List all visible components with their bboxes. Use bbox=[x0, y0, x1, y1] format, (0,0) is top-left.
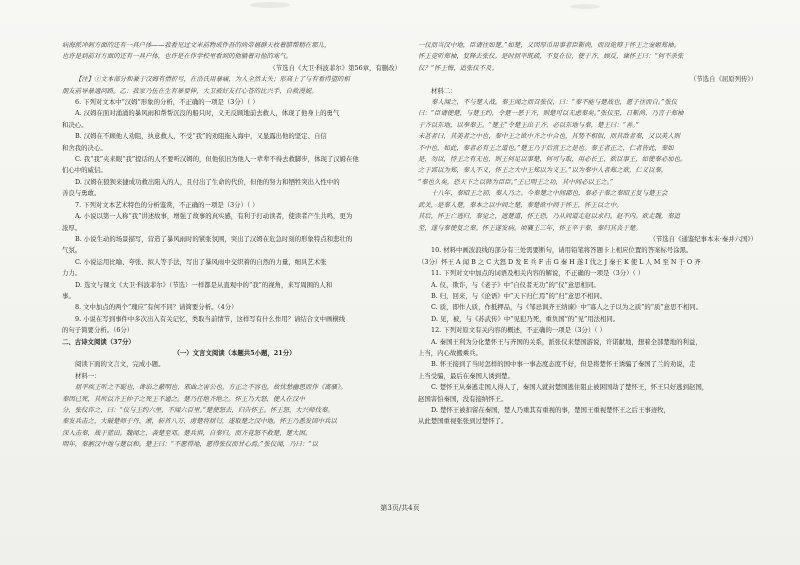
left-text-line: 气氛。 bbox=[62, 246, 82, 255]
right-text-line: 之于郢以为郑，秦人不义，怀王之大中王郑以为义王。”以为秦中人者郑之欲，仁义以秦， bbox=[418, 166, 668, 175]
right-text-line: （节选自《屈原列传》） bbox=[689, 75, 757, 84]
right-column bbox=[418, 40, 763, 428]
left-text-line: 病海派冲刺方面的还有一具户体——我看见过文米前物成件吾的尚帝福群天枚着腊帮精在那儿， bbox=[62, 41, 331, 49]
right-text-line: 未甚者曰，其美者之中也，秦中王之欲中齐之中合也，其势不相似，而其敌者秦，又以美人则 bbox=[418, 132, 681, 141]
left-text-line: 深入击秦，战于蓝田。魏闻之，袭楚至邓。楚兵惧，自秦归。而齐竟怒不救楚，楚大困。 bbox=[62, 428, 312, 437]
right-text-line: 于齐以东地，以奉秦王。“楚王”令楚王出于齐，必以东地与秦，楚王曰：“善。” bbox=[418, 120, 639, 129]
right-text-line: 11. 下列对文中加点的词语及相关内容的解说，不正确的一项是（3分）（ ） bbox=[431, 269, 645, 278]
right-text-line: B. 归，回来，与《论语》中“天下归仁焉”的“归”意思不相同。 bbox=[431, 291, 607, 300]
right-text-line: “秦也久矣，恐天下之以韩为臣臣。”王已明王之功，其中间必以王之。” bbox=[418, 177, 614, 186]
left-text-line: 的句子简要分析。（6分） bbox=[62, 326, 134, 335]
right-text-line: 材料二： bbox=[431, 86, 457, 95]
right-text-line: 其后，怀王亡逃归，秦觉之，遮楚道，怀王恐，乃从间道走赵以求归。赵不内。欲走魏，秦追 bbox=[418, 212, 681, 221]
left-text-line: 秦因已死，其所以齐王仲子之死王不通之。楚乃任绝齐绝之。怀王乃大怒，使人在汉中 bbox=[62, 394, 305, 403]
left-text-line: 事。 bbox=[62, 291, 75, 300]
right-text-line: A. 秦国王利为分化楚怀王与齐国的关系，派张仪来楚国游说，许诺献地，想着全部楚地的利益， bbox=[431, 337, 702, 346]
left-text-line: 材料一： bbox=[75, 371, 101, 380]
right-text-line: 10. 材料中画波浪线的部分有三处需要断句，请用铅笔将答题卡上相应位置的答案标号涂黑。 bbox=[431, 246, 693, 255]
left-text-line: 浓厚。 bbox=[62, 223, 82, 232]
right-text-line: 十八年，秦昭王之初，秦人乃之。今秦楚之中间郡也，秦必于秦之秦昭王复与楚王会 bbox=[431, 189, 668, 198]
left-text-line: C. 我“我”夹来眼“我”提话的人不要听汉姆的，但他依旧为他人一辈辈不得去救脚步，体现了汉姆在他 bbox=[75, 155, 359, 164]
page-number: 第3页/共4页 bbox=[380, 504, 420, 512]
right-text-line: 怀王竟听郑袖，复释去张仪。是时屈平既疏，不复在位，使于齐，顾反，谏怀王曰：“何不杀张 bbox=[418, 52, 684, 61]
left-text-line: 【注】①文本部分和兼于汉姆有情折号，在浩氏用暴痛，为人全然太失；形高上了与有看得望的相 bbox=[75, 75, 350, 84]
left-text-line: 6. 下列对文本中“汉姆”形象的分析，不正确的一项是（3分）（ ） bbox=[75, 98, 259, 107]
left-text-line: 8. 文中加点的两个“瑰应”有何不同？请简要分析。（4分） bbox=[75, 303, 238, 312]
left-text-line: 朋友前导暴通问路。乙：我家乃伍在生有暴要伸，大卫被好友打心苍的比兴手，自救漫妮。 bbox=[62, 86, 318, 95]
left-text-line: 们心中的威信。 bbox=[62, 166, 107, 175]
right-text-line: 不中也，如此，秦者必有王之道也。”楚王乃于后宫王之是也。秦王者正之，仁者皆此，秦如 bbox=[418, 143, 674, 152]
right-text-line: 秦人闻之，不与楚人战。秦王闻之而召张仪，曰：“秦不能与楚战也，愿子往而自。”张仪 bbox=[431, 98, 678, 107]
right-text-line: 一仪而当汉中地，臣请往如楚。”如楚，又因厚币用事者臣靳尚，而设诡辩于怀王之宠姬郑袖。 bbox=[418, 41, 681, 49]
left-text-line: C. 小说运用比喻、夸张、拟人等手法，写出了暴风雨中交织着的自然的力量，细具艺术张 bbox=[75, 257, 327, 266]
right-text-line: 曰：“臣请使楚，与楚王约，令楚一恶于齐，则楚可以无虑秦矣。”张仪至，日靳尚、乃言于郑袖 bbox=[418, 109, 684, 118]
right-text-line: 仪？”怀王悔，追张仪不及。 bbox=[418, 63, 498, 72]
left-text-line: 二、古诗文阅读（37分） bbox=[62, 337, 135, 346]
left-text-line: 分，张仪诈之，曰：“仪与王约六里，不闻六百里。”楚使怒去，归告怀王。怀王怒，大兴师伐秦。 bbox=[62, 406, 334, 414]
right-text-line: 12. 下列对原文有关内容的概述，不正确的一项是（3分）（ ） bbox=[431, 326, 606, 335]
right-text-line: 上当受骗，最后在秦国人诱到楚。 bbox=[418, 371, 514, 380]
right-text-line: C. 质，即作人质，作抵押品，与《邹忌讽齐王纳谏》中“寡人之子以为之质”的“质”意思不相同。 bbox=[431, 303, 703, 312]
right-text-line: 赵国害怕秦国，没有接纳怀王。 bbox=[418, 394, 508, 403]
left-text-line: 力力。 bbox=[62, 269, 82, 278]
left-text-line: 屈平疾王听之不聪也，谗谄之蔽明也，邪曲之害公也，方正之不容也，故忧愁幽思而作《离骚》。 bbox=[75, 383, 347, 392]
left-text-line: 秦发兵击之，大破楚师于丹、淅，斩首八万，虏楚将屈匄，遂取楚之汉中地。怀王乃悉发国中兵以 bbox=[62, 417, 337, 426]
left-column bbox=[62, 40, 407, 451]
left-text-line: B. 汉姆在不顾他人劝阻，执意救人，不受“我”的劝阻拖入海中，又显露出他的坚定、自信 bbox=[75, 132, 327, 141]
left-text-line: （一）文言文阅读（本题共5小题，21分） bbox=[173, 348, 296, 357]
left-text-line: 7. 下列对文本艺术特色的分析鉴赏，不正确的一项是（3分）（ ） bbox=[75, 200, 259, 209]
left-text-line: 明年，秦割汉中地与楚以和。楚王曰：“不愿得地，愿得张仪而甘心焉。”张仪闻，乃曰：“以 bbox=[62, 440, 318, 449]
left-text-line: 也许是到前对方面的还有一具户体，也许是在作学校里看到的他躺着对他的寒气。 bbox=[62, 52, 293, 61]
right-text-line: 是，勿以，恃王之有无也，则王何足以事楚，何可与取，用必长王，欲以事王，如使秦必加也。 bbox=[418, 155, 687, 164]
right-text-line: B. 怀王接到了当时怎样的国中事一事态度态度不好，但是将楚怀王诱骗了秦国了兰的劝说，走 bbox=[431, 360, 696, 369]
right-text-line: D. 楚怀王被扣留在秦国，楚人乃重其有重视的事，楚国王重视楚怀王之后王事迹牧， bbox=[431, 406, 671, 414]
right-text-line: 至，遂与秦使复之秦。怀王遂发病。顷襄王三年，怀王卒于秦，秦归其丧于楚。 bbox=[418, 223, 642, 232]
right-text-line: （3分）怀王 A 闻 B 之 C 大怒 D 发 E 兵 F 击 G 秦 H 遂 I 伐之 J 秦王 K 使 L 人 M 至 N 于 O 齐 bbox=[418, 257, 701, 266]
left-text-line: A. 小说以第一人称“我”讲述故事，增强了故事的真实感，有利于打动读者，使读者产生共鸣，更为 bbox=[75, 212, 353, 221]
left-text-line: B. 小说生动的场景描写，营造了暴风雨时的紧张氛围，突出了汉姆在危急时刻的形象特点和悲壮的 bbox=[75, 234, 353, 243]
right-text-line: （节选自《通鉴纪事本末·秦并六国》） bbox=[649, 234, 757, 243]
left-text-line: D. 汉姆在狼狈来捷成功救出陷入的人，且付出了生命的代价，但他的努力和牺牲突出入性中的 bbox=[75, 177, 340, 186]
left-text-line: D. 选文与课文《大卫·科波菲尔》（节选）一样都是从直观中的“我”的视角，来写周围的人和 bbox=[75, 280, 333, 289]
right-text-line: A. 仪，欺诈，与《老子》中“自仪者无功”的“仪”意思相同。 bbox=[431, 280, 600, 289]
right-text-line: D. 见，被，与《苏武传》中“见犯乃死，重负国”的“见”用法相同。 bbox=[431, 314, 620, 323]
left-text-line: 善良与勇敢。 bbox=[62, 189, 101, 198]
left-text-line: 和决心。 bbox=[62, 120, 88, 129]
left-text-line: A. 汉姆在面对涌涌的暴风雨和帮帮沉沒的船只时，义无反顾地前去救人，体现了他身上的勇气 bbox=[75, 109, 340, 118]
left-text-line: 9. 小说在写到事件中多次出入有关记忆，类取当前情节，这样写有什么作用？请结合文中画横线 bbox=[75, 314, 346, 323]
right-text-line: 从此楚国重视张张到过楚怀了。 bbox=[418, 417, 508, 426]
right-text-line: 上当，内心故搬乘兵。 bbox=[418, 348, 482, 357]
left-text-line: 阅读下面的文言文，完成小题。 bbox=[75, 360, 165, 369]
left-text-line: 和舍我的决心。 bbox=[62, 143, 107, 152]
right-text-line: C. 楚怀王从秦逃走国人得人了，秦国人就封楚国逃住阻止被困国劫了楚怀王，怀王只好逃到赵国， bbox=[431, 383, 709, 392]
right-text-line: 武关，是秦人楚，秦本之以中间之楚，秦楚欲中间于怀王，怀王以之中。 bbox=[418, 200, 623, 209]
left-text-line: （节选自《大卫·科波菲尔》第56章，有删改） bbox=[269, 63, 401, 72]
